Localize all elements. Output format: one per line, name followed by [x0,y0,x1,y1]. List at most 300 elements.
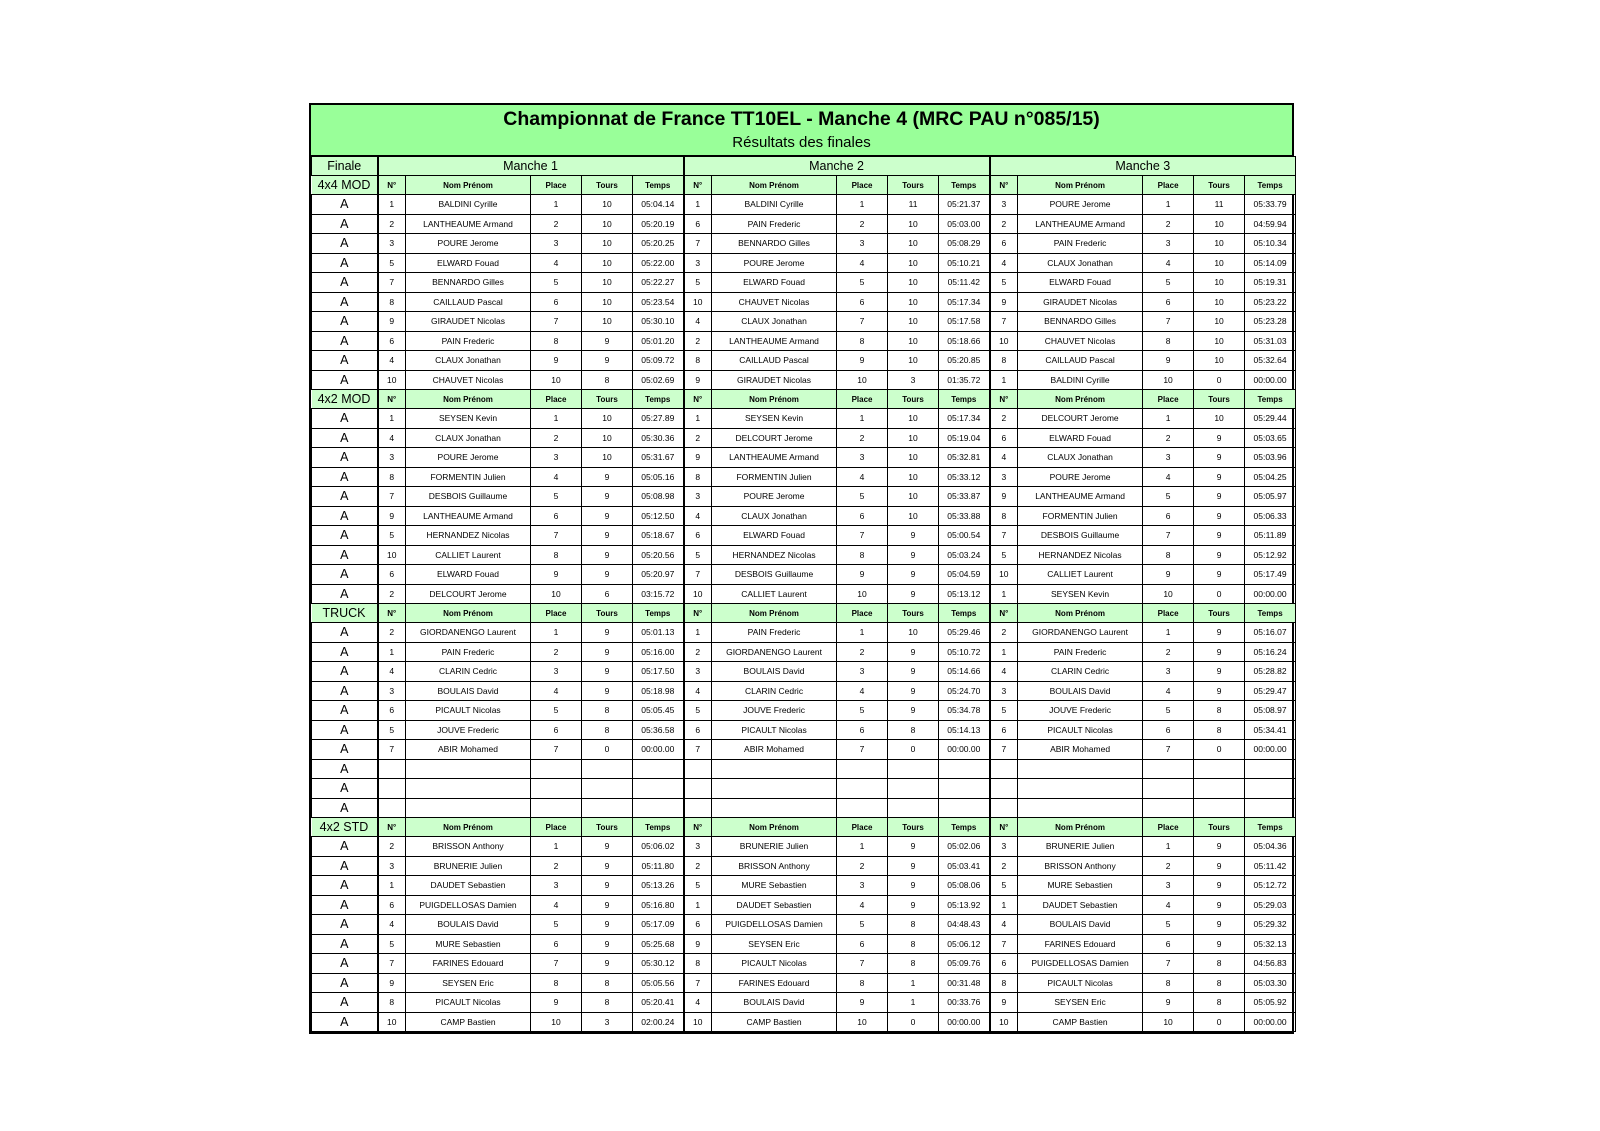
cell-name [406,779,531,799]
cell-num: 6 [378,701,406,721]
cell-name: CALLIET Laurent [406,545,531,565]
cell-place: 3 [531,234,582,254]
cell-num: 8 [378,993,406,1013]
cell-num: 10 [684,292,712,312]
table-row [312,565,1296,585]
cell-place: 2 [1143,428,1194,448]
cell-place: 1 [531,837,582,857]
cell-num: 4 [378,662,406,682]
cell-name: PUIGDELLOSAS Damien [406,895,531,915]
final-letter: A [312,214,378,234]
cell-place: 9 [1143,351,1194,371]
cell-tours: 11 [888,195,939,215]
cell-place: 1 [837,837,888,857]
cell-temps: 05:12.50 [633,506,684,526]
cell-num [990,779,1018,799]
column-header-num: N° [378,604,406,623]
cell-num: 8 [684,351,712,371]
cell-num: 6 [990,428,1018,448]
cell-num: 9 [684,370,712,390]
cell-place: 8 [1143,973,1194,993]
final-letter: A [312,195,378,215]
cell-place: 9 [531,351,582,371]
cell-num: 3 [684,487,712,507]
cell-temps: 05:29.47 [1245,681,1296,701]
cell-num: 5 [990,273,1018,293]
cell-name: CLAUX Jonathan [712,312,837,332]
cell-place: 2 [531,214,582,234]
cell-place: 9 [837,993,888,1013]
cell-name: CLAUX Jonathan [1018,253,1143,273]
cell-temps: 05:18.66 [939,331,990,351]
cell-num: 4 [378,351,406,371]
cell-num: 4 [684,312,712,332]
cell-num: 8 [378,292,406,312]
cell-num: 6 [990,234,1018,254]
table-row [312,798,1296,818]
cell-name: DELCOURT Jerome [406,584,531,604]
column-header-temps: Temps [939,176,990,195]
table-row [312,954,1296,974]
cell-tours: 11 [1194,195,1245,215]
cell-num: 5 [684,701,712,721]
cell-name: SEYSEN Kevin [1018,584,1143,604]
cell-num: 6 [684,720,712,740]
cell-num: 4 [684,506,712,526]
cell-place: 10 [1143,1012,1194,1032]
cell-temps: 05:13.92 [939,895,990,915]
cell-temps: 05:16.80 [633,895,684,915]
cell-place [837,779,888,799]
cell-name: HERNANDEZ Nicolas [712,545,837,565]
table-row [312,292,1296,312]
cell-temps: 05:02.06 [939,837,990,857]
cell-name: JOUVE Frederic [406,720,531,740]
cell-tours: 8 [888,934,939,954]
cell-num: 1 [990,584,1018,604]
cell-num: 5 [684,273,712,293]
cell-place: 10 [531,370,582,390]
cell-tours [1194,759,1245,779]
cell-tours: 8 [1194,954,1245,974]
table-row [312,428,1296,448]
cell-tours: 9 [888,681,939,701]
cell-num: 10 [684,584,712,604]
cell-temps [1245,759,1296,779]
cell-num: 3 [378,234,406,254]
cell-temps: 00:00.00 [1245,584,1296,604]
cell-place [837,759,888,779]
cell-num: 2 [990,214,1018,234]
cell-temps: 05:20.97 [633,565,684,585]
cell-num: 4 [378,915,406,935]
column-header-name: Nom Prénom [712,176,837,195]
cell-num: 3 [990,195,1018,215]
final-letter: A [312,642,378,662]
cell-place: 7 [531,740,582,760]
column-header-temps: Temps [633,390,684,409]
cell-temps: 05:00.54 [939,526,990,546]
cell-num: 2 [378,623,406,643]
cell-tours: 1 [888,993,939,1013]
column-header-tours: Tours [1194,390,1245,409]
cell-tours: 10 [1194,409,1245,429]
cell-num: 2 [378,837,406,857]
cell-name: BRUNERIE Julien [1018,837,1143,857]
cell-temps: 05:29.03 [1245,895,1296,915]
final-letter: A [312,895,378,915]
cell-tours: 8 [582,370,633,390]
cell-temps: 05:33.87 [939,487,990,507]
cell-place: 4 [531,895,582,915]
cell-name: PAIN Frederic [1018,642,1143,662]
cell-place: 4 [1143,467,1194,487]
cell-num: 6 [378,331,406,351]
cell-tours: 0 [1194,740,1245,760]
cell-tours: 10 [888,351,939,371]
column-header-tours: Tours [888,604,939,623]
table-row [312,195,1296,215]
cell-name: PAIN Frederic [406,642,531,662]
cell-name: PUIGDELLOSAS Damien [712,915,837,935]
cell-num: 3 [684,253,712,273]
cell-place: 9 [837,565,888,585]
cell-place: 9 [531,565,582,585]
final-letter: A [312,428,378,448]
cell-temps: 05:33.79 [1245,195,1296,215]
cell-place: 3 [531,876,582,896]
table-row [312,876,1296,896]
cell-temps: 00:00.00 [939,1012,990,1032]
cell-tours: 9 [582,623,633,643]
final-letter: A [312,954,378,974]
cell-tours: 8 [582,973,633,993]
column-header-tours: Tours [582,604,633,623]
cell-tours: 10 [1194,292,1245,312]
cell-num: 10 [990,331,1018,351]
cell-num: 2 [378,584,406,604]
cell-num: 7 [990,934,1018,954]
cell-name: DAUDET Sebastien [406,876,531,896]
cell-name: POURE Jerome [1018,467,1143,487]
cell-num: 3 [684,837,712,857]
cell-name: CHAUVET Nicolas [1018,331,1143,351]
cell-tours: 10 [1194,312,1245,332]
cell-name: BALDINI Cyrille [406,195,531,215]
cell-temps: 05:29.46 [939,623,990,643]
column-header-tours: Tours [888,818,939,837]
page-subtitle: Résultats des finales [732,134,871,151]
cell-tours: 10 [888,331,939,351]
cell-temps: 05:05.45 [633,701,684,721]
cell-place: 1 [1143,195,1194,215]
cell-num: 8 [684,954,712,974]
cell-place: 8 [837,331,888,351]
cell-place: 6 [531,934,582,954]
cell-name: LANTHEAUME Armand [1018,214,1143,234]
cell-place: 1 [531,623,582,643]
cell-temps: 05:28.82 [1245,662,1296,682]
cell-place [1143,798,1194,818]
cell-temps: 05:12.92 [1245,545,1296,565]
final-letter: A [312,876,378,896]
cell-num: 3 [378,856,406,876]
cell-place: 10 [531,584,582,604]
cell-num: 7 [378,487,406,507]
column-header-name: Nom Prénom [1018,604,1143,623]
column-header-num: N° [684,390,712,409]
cell-place: 7 [837,740,888,760]
cell-tours: 9 [582,506,633,526]
cell-temps: 05:17.34 [939,292,990,312]
final-letter: A [312,584,378,604]
table-row [312,312,1296,332]
cell-place: 7 [837,312,888,332]
cell-num: 6 [684,214,712,234]
cell-place: 10 [837,1012,888,1032]
cell-tours: 9 [888,565,939,585]
manche-3-header: Manche 3 [990,157,1296,176]
column-header-name: Nom Prénom [406,176,531,195]
cell-tours: 9 [582,681,633,701]
cell-num: 3 [990,837,1018,857]
cell-tours: 10 [1194,253,1245,273]
cell-temps: 05:03.30 [1245,973,1296,993]
cell-temps: 05:12.72 [1245,876,1296,896]
cell-tours: 10 [888,623,939,643]
cell-place: 3 [531,662,582,682]
cell-num: 1 [378,642,406,662]
cell-name: FARINES Edouard [712,973,837,993]
cell-name: FORMENTIN Julien [1018,506,1143,526]
cell-num: 10 [684,1012,712,1032]
cell-name: CLARIN Cedric [712,681,837,701]
cell-temps: 05:33.88 [939,506,990,526]
final-letter: A [312,273,378,293]
cell-place: 7 [531,954,582,974]
table-row [312,642,1296,662]
cell-name: ELWARD Fouad [712,273,837,293]
final-letter: A [312,487,378,507]
cell-tours: 8 [582,720,633,740]
cell-place: 2 [1143,214,1194,234]
cell-temps: 05:16.07 [1245,623,1296,643]
cell-tours [582,779,633,799]
cell-num: 9 [990,487,1018,507]
final-letter: A [312,740,378,760]
cell-name [712,779,837,799]
cell-temps: 05:03.41 [939,856,990,876]
cell-place: 10 [531,1012,582,1032]
cell-num: 8 [684,467,712,487]
cell-temps: 05:18.67 [633,526,684,546]
cell-place: 6 [1143,934,1194,954]
column-header-place: Place [837,818,888,837]
cell-temps: 05:25.68 [633,934,684,954]
cell-place: 4 [1143,895,1194,915]
cell-num: 3 [990,467,1018,487]
cell-name: HERNANDEZ Nicolas [406,526,531,546]
cell-place: 6 [531,720,582,740]
cell-num: 5 [378,720,406,740]
cell-num: 5 [990,701,1018,721]
cell-place: 3 [1143,662,1194,682]
manche-header-row [312,157,1296,176]
cell-name [406,759,531,779]
cell-name [406,798,531,818]
cell-num: 5 [684,876,712,896]
cell-temps: 05:20.56 [633,545,684,565]
cell-tours [888,798,939,818]
cell-num: 4 [378,428,406,448]
table-row [312,779,1296,799]
cell-num: 2 [990,409,1018,429]
table-row [312,351,1296,371]
cell-name: CLARIN Cedric [1018,662,1143,682]
cell-temps: 05:14.13 [939,720,990,740]
cell-num: 2 [990,856,1018,876]
cell-num: 7 [378,273,406,293]
cell-num: 2 [378,214,406,234]
cell-place: 5 [531,273,582,293]
cell-name: DELCOURT Jerome [712,428,837,448]
cell-temps [1245,798,1296,818]
cell-name: BALDINI Cyrille [712,195,837,215]
cell-num: 6 [378,565,406,585]
cell-temps: 05:04.25 [1245,467,1296,487]
cell-tours: 8 [1194,720,1245,740]
cell-place: 2 [531,428,582,448]
column-header-name: Nom Prénom [1018,390,1143,409]
cell-num: 8 [378,467,406,487]
cell-tours: 9 [888,662,939,682]
cell-name: MURE Sebastien [712,876,837,896]
cell-name: CLAUX Jonathan [1018,448,1143,468]
cell-tours: 9 [1194,506,1245,526]
cell-tours: 9 [1194,876,1245,896]
cell-temps: 03:15.72 [633,584,684,604]
cell-name: PUIGDELLOSAS Damien [1018,954,1143,974]
cell-temps: 02:00.24 [633,1012,684,1032]
cell-name: ABIR Mohamed [406,740,531,760]
cell-place: 9 [837,351,888,371]
page-title: Championnat de France TT10EL - Manche 4 (MRC PAU n°085/15) [503,108,1100,130]
cell-name: POURE Jerome [406,234,531,254]
cell-name: PICAULT Nicolas [406,993,531,1013]
final-letter: A [312,681,378,701]
cell-temps: 05:13.12 [939,584,990,604]
cell-name: GIORDANENGO Laurent [1018,623,1143,643]
column-header-temps: Temps [1245,176,1296,195]
cell-name: ELWARD Fouad [712,526,837,546]
cell-tours: 6 [582,584,633,604]
cell-place: 8 [531,973,582,993]
cell-name: CLAUX Jonathan [712,506,837,526]
column-header-temps: Temps [633,604,684,623]
category-header-row [312,390,1296,409]
cell-place: 4 [1143,681,1194,701]
final-letter: A [312,409,378,429]
cell-num: 9 [990,292,1018,312]
cell-place: 2 [837,642,888,662]
cell-temps: 05:17.58 [939,312,990,332]
cell-place: 10 [837,370,888,390]
column-header-num: N° [684,176,712,195]
cell-temps: 05:32.81 [939,448,990,468]
cell-tours: 9 [888,526,939,546]
cell-tours: 10 [888,312,939,332]
cell-tours: 8 [888,720,939,740]
cell-temps: 05:29.32 [1245,915,1296,935]
cell-num: 5 [990,545,1018,565]
cell-name [1018,798,1143,818]
table-row [312,487,1296,507]
cell-place: 8 [837,973,888,993]
cell-num: 7 [990,526,1018,546]
cell-temps: 05:11.80 [633,856,684,876]
cell-num: 7 [684,740,712,760]
cell-tours: 10 [582,428,633,448]
cell-tours: 9 [582,837,633,857]
cell-place: 1 [837,623,888,643]
cell-temps: 05:19.31 [1245,273,1296,293]
cell-name: DAUDET Sebastien [1018,895,1143,915]
category-name: TRUCK [312,604,378,623]
cell-name: GIORDANENGO Laurent [406,623,531,643]
final-letter: A [312,448,378,468]
cell-temps: 05:10.72 [939,642,990,662]
cell-tours: 9 [1194,526,1245,546]
cell-name: SEYSEN Kevin [712,409,837,429]
cell-temps: 04:59.94 [1245,214,1296,234]
manche-2-header: Manche 2 [684,157,990,176]
cell-num: 4 [990,915,1018,935]
cell-temps: 05:08.98 [633,487,684,507]
cell-tours: 10 [888,214,939,234]
final-letter: A [312,506,378,526]
cell-name: CALLIET Laurent [1018,565,1143,585]
final-letter: A [312,915,378,935]
cell-temps: 05:19.04 [939,428,990,448]
table-row [312,545,1296,565]
final-letter: A [312,292,378,312]
cell-tours: 10 [582,448,633,468]
cell-tours: 9 [1194,856,1245,876]
column-header-num: N° [684,604,712,623]
table-row [312,214,1296,234]
cell-name: BRUNERIE Julien [712,837,837,857]
cell-temps: 00:00.00 [1245,370,1296,390]
cell-tours: 9 [582,487,633,507]
cell-tours: 10 [1194,273,1245,293]
cell-tours: 9 [582,662,633,682]
final-letter: A [312,798,378,818]
cell-num: 3 [684,662,712,682]
cell-temps: 05:23.22 [1245,292,1296,312]
cell-temps: 05:16.00 [633,642,684,662]
cell-tours: 9 [582,565,633,585]
cell-temps: 05:08.29 [939,234,990,254]
cell-place: 9 [1143,565,1194,585]
cell-name: BRISSON Anthony [712,856,837,876]
cell-temps [939,798,990,818]
cell-name: ELWARD Fouad [406,253,531,273]
cell-tours: 10 [582,214,633,234]
cell-name: PICAULT Nicolas [1018,973,1143,993]
cell-num: 7 [684,565,712,585]
final-letter: A [312,973,378,993]
cell-name: BALDINI Cyrille [1018,370,1143,390]
